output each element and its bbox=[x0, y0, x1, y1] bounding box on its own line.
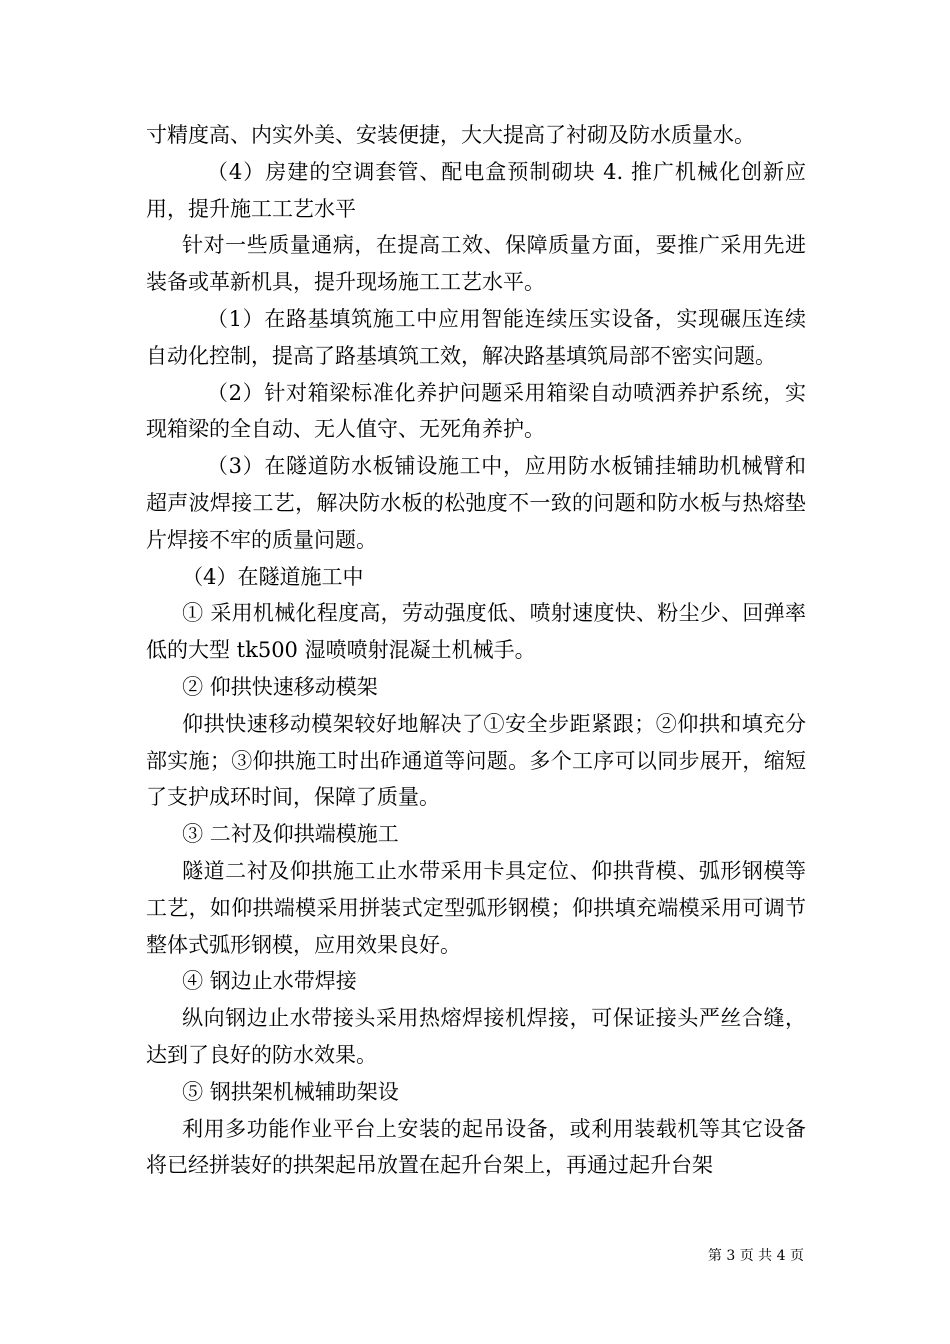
paragraph-7: （4）在隧道施工中 bbox=[182, 564, 364, 589]
paragraph-13: ④ 钢边止水带焊接 bbox=[182, 969, 357, 994]
document-body bbox=[146, 117, 806, 1184]
paragraph-3: 针对一些质量通病，在提高工效、保障质量方面，要推广采用先进装备或革新机具，提升现场施工工艺水平。 bbox=[146, 233, 806, 295]
page-number-footer: 第 3 页 共 4 页 bbox=[707, 1248, 804, 1264]
paragraph-6: （3）在隧道防水板铺设施工中，应用防水板铺挂辅助机械臂和超声波焊接工艺，解决防水板的松弛度不一致的问题和防水板与热熔垫片焊接不牢的质量问题。 bbox=[146, 454, 806, 552]
paragraph-5: （2）针对箱梁标准化养护问题采用箱梁自动喷洒养护系统，实现箱梁的全自动、无人值守、无死角养护。 bbox=[146, 380, 806, 442]
paragraph-9: ② 仰拱快速移动模架 bbox=[182, 674, 378, 699]
paragraph-12: 隧道二衬及仰拱施工止水带采用卡具定位、仰拱背模、弧形钢模等工艺，如仰拱端模采用拼装式定型弧形钢模；仰拱填充端模采用可调节整体式弧形钢模，应用效果良好。 bbox=[146, 858, 806, 957]
paragraph-10: 仰拱快速移动模架较好地解决了①安全步距紧跟；②仰拱和填充分部实施；③仰拱施工时出砟通道等问题。多个工序可以同步展开，缩短了支护成环时间，保障了质量。 bbox=[146, 711, 806, 810]
paragraph-1: 寸精度高、内实外美、安装便捷，大大提高了衬砌及防水质量水。 bbox=[146, 123, 755, 147]
paragraph-11: ③ 二衬及仰拱端模施工 bbox=[182, 822, 399, 847]
paragraph-16: 利用多功能作业平台上安装的起吊设备，或利用装载机等其它设备将已经拼装好的拱架起吊放置在起升台架上，再通过起升台架 bbox=[146, 1116, 806, 1178]
paragraph-8: ① 采用机械化程度高，劳动强度低、喷射速度快、粉尘少、回弹率低的大型 tk500 湿喷喷射混凝土机械手。 bbox=[146, 601, 806, 663]
paragraph-4: （1）在路基填筑施工中应用智能连续压实设备，实现碾压连续自动化控制，提高了路基填筑工效，解决路基填筑局部不密实问题。 bbox=[146, 306, 806, 368]
paragraph-15: ⑤ 钢拱架机械辅助架设 bbox=[182, 1079, 399, 1104]
paragraph-2: （4）房建的空调套管、配电盒预制砌块 4. 推广机械化创新应用，提升施工工艺水平 bbox=[146, 159, 806, 221]
paragraph-14: 纵向钢边止水带接头采用热熔焊接机焊接，可保证接头严丝合缝，达到了良好的防水效果。 bbox=[146, 1006, 806, 1067]
